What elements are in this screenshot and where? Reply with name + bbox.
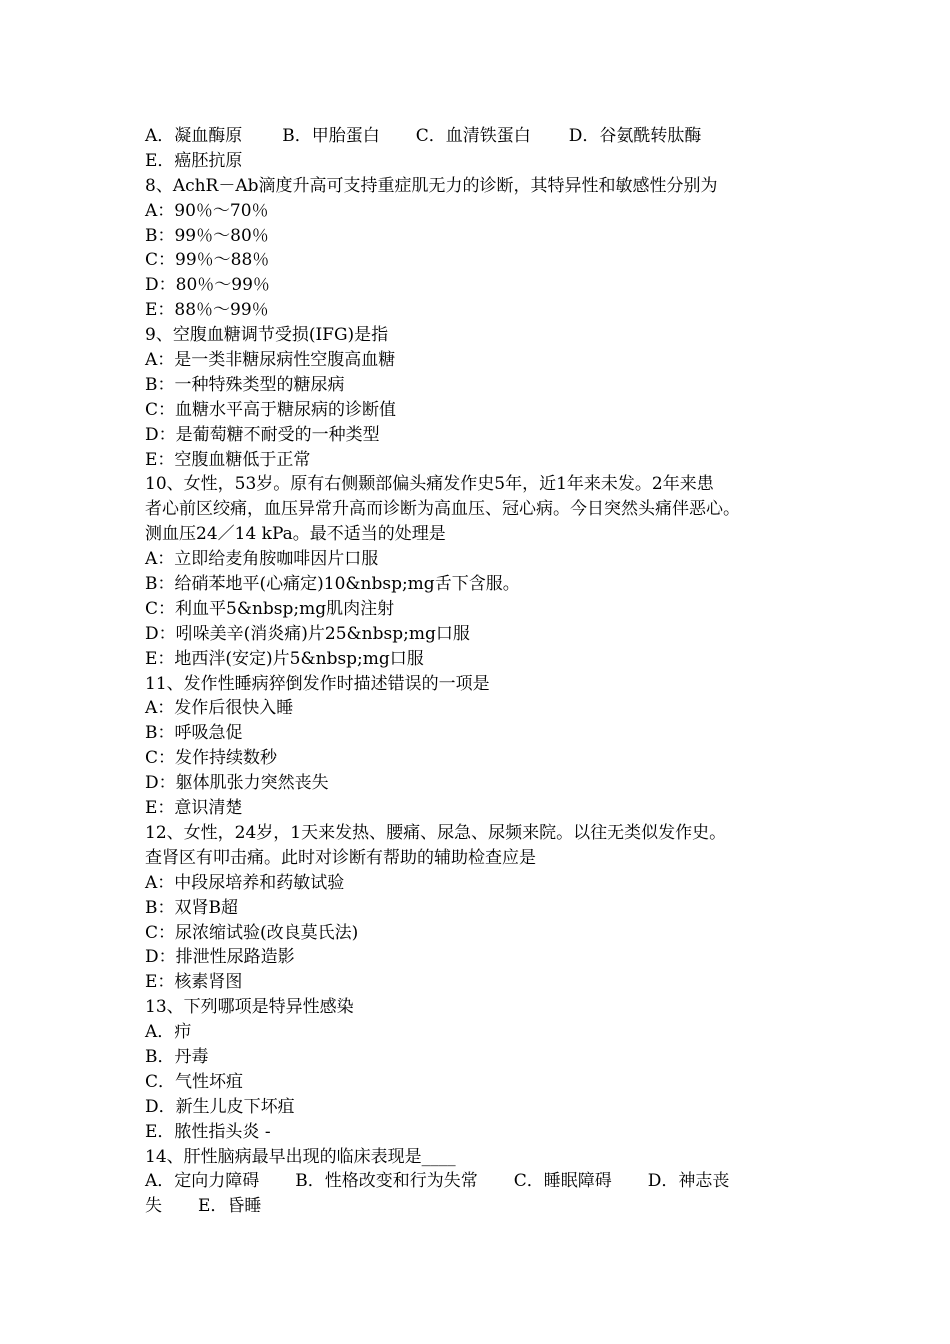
q12-option-c: C：尿浓缩试验(改良莫氏法) xyxy=(145,922,359,943)
q7-option-e: E．癌胚抗原 xyxy=(145,150,243,171)
q9-option-c: C：血糖水平高于糖尿病的诊断值 xyxy=(145,399,397,420)
q7-option-b: B．甲胎蛋白 xyxy=(282,126,380,146)
q12-option-a: A：中段尿培养和药敏试验 xyxy=(145,872,345,893)
q14-option-c: C．睡眠障碍 xyxy=(513,1171,612,1192)
q14-option-b: B．性格改变和行为失常 xyxy=(295,1171,478,1192)
q13-option-c: C．气性坏疽 xyxy=(145,1071,244,1092)
q12-stem-line-2: 查肾区有叩击痛。此时对诊断有帮助的辅助检查应是 xyxy=(145,847,536,868)
q13-option-d: D．新生儿皮下坏疽 xyxy=(145,1096,295,1117)
q7-option-d: D．谷氨酰转肽酶 xyxy=(568,126,702,146)
q8-option-c: C：99％～88％ xyxy=(145,250,270,271)
q11-option-a: A：发作后很快入睡 xyxy=(145,698,294,719)
q9-option-a: A：是一类非糖尿病性空腹高血糖 xyxy=(145,350,396,371)
q7-option-a: A．凝血酶原 xyxy=(145,126,243,146)
q10-stem-line-2: 者心前区绞痛，血压异常升高而诊断为高血压、冠心病。今日突然头痛伴恶心。 xyxy=(145,499,740,520)
q13-stem: 13、下列哪项是特异性感染 xyxy=(145,997,354,1018)
q10-option-e: E：地西泮(安定)片5&nbsp;mg口服 xyxy=(145,648,424,669)
q7-options-row xyxy=(145,124,815,149)
q9-option-d: D：是葡萄糖不耐受的一种类型 xyxy=(145,424,380,445)
q12-option-d: D：排泄性尿路造影 xyxy=(145,947,295,968)
q7-option-c: C．血清铁蛋白 xyxy=(415,126,531,146)
q14-option-d-cont: 失 xyxy=(145,1196,162,1217)
q13-option-b: B．丹毒 xyxy=(145,1046,209,1067)
q14-options-row-2 xyxy=(145,1194,815,1219)
q14-option-a: A．定向力障碍 xyxy=(145,1171,260,1192)
q12-option-b: B：双肾B超 xyxy=(145,897,238,918)
q10-option-a: A：立即给麦角胺咖啡因片口服 xyxy=(145,549,379,570)
q8-option-d: D：80％～99％ xyxy=(145,275,270,296)
q11-stem: 11、发作性睡病猝倒发作时描述错误的一项是 xyxy=(145,673,490,694)
q9-stem: 9、空腹血糖调节受损(IFG)是指 xyxy=(145,325,389,346)
q9-option-b: B：一种特殊类型的糖尿病 xyxy=(145,374,345,395)
q10-option-c: C：利血平5&nbsp;mg肌肉注射 xyxy=(145,598,395,619)
q8-option-a: A：90％～70％ xyxy=(145,200,269,221)
q13-option-a: A．疖 xyxy=(145,1022,192,1043)
q10-stem-line-1: 10、女性，53岁。原有右侧颞部偏头痛发作史5年，近1年来未发。2年来患 xyxy=(145,474,714,495)
q8-stem: 8、AchR－Ab滴度升高可支持重症肌无力的诊断，其特异性和敏感性分别为 xyxy=(145,175,718,196)
q9-option-e: E：空腹血糖低于正常 xyxy=(145,449,311,470)
q10-stem-line-3: 测血压24／14 kPa。最不适当的处理是 xyxy=(145,524,446,545)
q12-option-e: E：核素肾图 xyxy=(145,972,243,993)
q13-option-e: E．脓性指头炎 - xyxy=(145,1121,271,1142)
q11-option-d: D：躯体肌张力突然丧失 xyxy=(145,773,329,794)
q14-stem: 14、肝性脑病最早出现的临床表现是____ xyxy=(145,1146,456,1167)
q14-options-row xyxy=(145,1169,815,1194)
q12-stem-line-1: 12、女性，24岁，1天来发热、腰痛、尿急、尿频来院。以往无类似发作史。 xyxy=(145,822,727,843)
q8-option-e: E：88％～99％ xyxy=(145,300,269,321)
document-page xyxy=(145,124,815,1219)
q11-option-e: E：意识清楚 xyxy=(145,798,243,819)
q11-option-c: C：发作持续数秒 xyxy=(145,748,278,769)
q10-option-d: D：吲哚美辛(消炎痛)片25&nbsp;mg口服 xyxy=(145,623,470,644)
q14-option-e: E．昏睡 xyxy=(198,1196,262,1217)
q10-option-b: B：给硝苯地平(心痛定)10&nbsp;mg舌下含服。 xyxy=(145,574,520,595)
q11-option-b: B：呼吸急促 xyxy=(145,723,243,744)
q14-option-d: D．神志丧 xyxy=(647,1171,730,1192)
q8-option-b: B：99％～80％ xyxy=(145,225,269,246)
